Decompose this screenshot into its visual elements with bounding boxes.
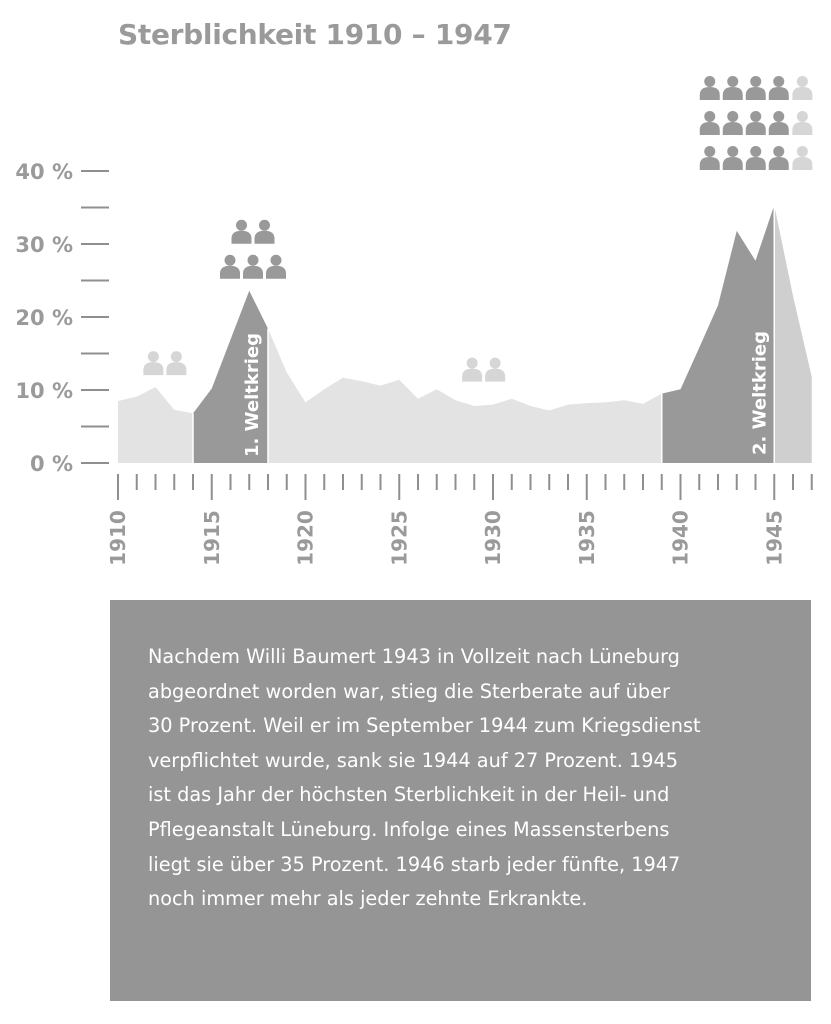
person-icon bbox=[462, 358, 482, 382]
x-tick-label: 1920 bbox=[293, 510, 318, 566]
x-tick-label: 1930 bbox=[481, 510, 505, 566]
person-icon bbox=[792, 146, 812, 170]
x-tick-label: 1915 bbox=[199, 510, 224, 566]
x-tick-label: 1910 bbox=[106, 510, 130, 566]
y-tick-label: 0 % bbox=[30, 452, 73, 476]
y-tick-label: 40 % bbox=[15, 160, 73, 184]
person-icon bbox=[769, 111, 789, 135]
x-tick-label: 1935 bbox=[574, 510, 599, 566]
person-icon bbox=[143, 351, 163, 375]
war-label-2: 2. Weltkrieg bbox=[749, 331, 771, 455]
person-icon bbox=[723, 111, 743, 135]
person-icon bbox=[166, 351, 186, 375]
person-icon bbox=[792, 76, 812, 100]
person-icon bbox=[746, 146, 766, 170]
person-icon bbox=[723, 146, 743, 170]
person-icon bbox=[485, 358, 505, 382]
person-icon bbox=[243, 255, 263, 279]
person-icon bbox=[746, 111, 766, 135]
person-icon bbox=[255, 220, 275, 244]
info-text: Nachdem Willi Baumert 1943 in Vollzeit nach Lüneburg abgeordnet worden war, stieg die Sterberate auf über 30 Prozent. Weil er im September 1944 zum Kriegsdienst verpflichtet wurde, sank sie 1944 auf 27 Prozent. 1945 ist das Jahr der höchsten Sterblichkeit in der Heil- und Pflegeanstalt Lüneburg. Infolge eines Massensterbens liegt sie über 35 Prozent. 1946 starb jeder fünfte, 1947 noch immer mehr als jeder zehnte Erkrankte. bbox=[148, 645, 701, 911]
area-peace bbox=[118, 387, 193, 463]
person-icon bbox=[700, 76, 720, 100]
y-tick-label: 10 % bbox=[15, 379, 73, 403]
person-icon bbox=[232, 220, 252, 244]
person-icon bbox=[266, 255, 286, 279]
person-icon bbox=[746, 76, 766, 100]
x-tick-label: 1925 bbox=[387, 510, 412, 566]
person-icon bbox=[723, 76, 743, 100]
x-tick-label: 1945 bbox=[762, 510, 787, 566]
person-icon bbox=[769, 146, 789, 170]
person-icon bbox=[700, 146, 720, 170]
person-icon bbox=[792, 111, 812, 135]
chart-title: Sterblichkeit 1910 – 1947 bbox=[118, 18, 512, 51]
area-after-war bbox=[774, 205, 812, 463]
person-icon bbox=[700, 111, 720, 135]
person-icon bbox=[769, 76, 789, 100]
area-peace bbox=[268, 329, 662, 463]
x-tick-label: 1940 bbox=[668, 510, 693, 566]
war-label-1: 1. Weltkrieg bbox=[242, 333, 263, 457]
y-tick-label: 20 % bbox=[15, 306, 73, 330]
person-icon bbox=[220, 255, 240, 279]
info-text-box bbox=[110, 600, 811, 1001]
y-tick-label: 30 % bbox=[15, 233, 73, 257]
